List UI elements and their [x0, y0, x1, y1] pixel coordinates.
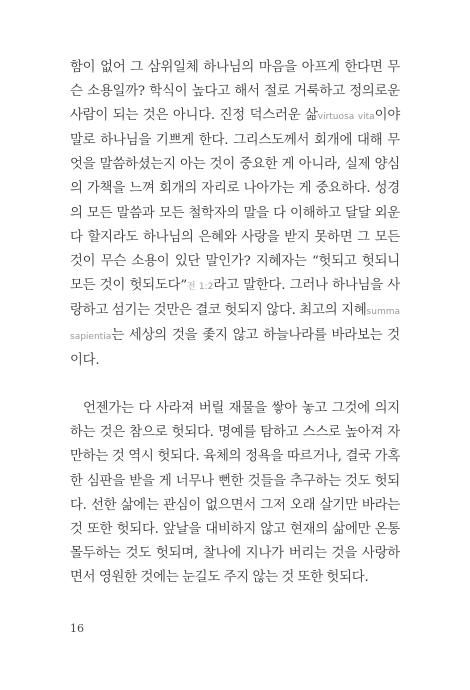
scripture-reference: 전 1:2 — [186, 281, 214, 292]
paragraph-2-text: 언젠가는 다 사라져 버릴 재물을 쌓아 놓고 그것에 의지하는 것은 참으로 헛되다. 명예를 탐하고 스스로 높아져 자만하는 것 역시 헛되다. 육체의 정욕을 따르거나, 결국 가혹한 심판을 받을 게 너무나 뻔한 것들을 추구하는 것도 헛되다. 선한 삶에는 관심이 없으면서 그저 오래 살기만 바라는 것 또한 헛되다. 앞날을 대비하지 않고 현재의 삶에만 온통 몰두하는 것도 헛되며, 찰나에 지나가 버리는 것을 사랑하면서 영원한 것에는 눈길도 주지 않는 것 또한 헛되다. — [70, 401, 400, 585]
paragraph-1-text-a: 함이 없어 그 삼위일체 하나님의 마음을 아프게 한다면 무슨 소용일까? 학식이 높다고 해서 절로 거룩하고 정의로운 사람이 되는 것은 아니다. 진정 덕스러운 삶 — [70, 60, 400, 124]
paragraph-1 — [70, 56, 400, 373]
latin-gloss-summa-sapientia: summa sapientia — [70, 306, 400, 343]
paragraph-1-text-c: 라고 말한다. 그러나 하나님을 사랑하고 섬기는 것만은 결코 헛되지 않다. 최고의 지혜 — [70, 277, 400, 318]
page-body — [70, 56, 400, 590]
latin-gloss-virtuosa-vita: virtuosa vita — [317, 112, 375, 123]
paragraph-1-text-d: 는 세상의 것을 좇지 않고 하늘나라를 바라보는 것이다. — [70, 328, 400, 369]
page-number: 16 — [70, 622, 84, 635]
paragraph-2 — [70, 397, 400, 590]
paragraph-1-text-b: 이야말로 하나님을 기쁘게 한다. 그리스도께서 회개에 대해 무엇을 말씀하셨는지 아는 것이 중요한 게 아니라, 실제 양심의 가책을 느껴 회개의 자리로 나아가는 게 중요하다. 성경의 모든 말씀과 모든 철학자의 말을 다 이해하고 달달 외운다 할지라도 하나님의 은혜와 사랑을 받지 못하면 그 모든 것이 무슨 소용이 있단 말인가? 지혜자는 “헛되고 헛되니 모든 것이 헛되도다” — [70, 108, 401, 293]
